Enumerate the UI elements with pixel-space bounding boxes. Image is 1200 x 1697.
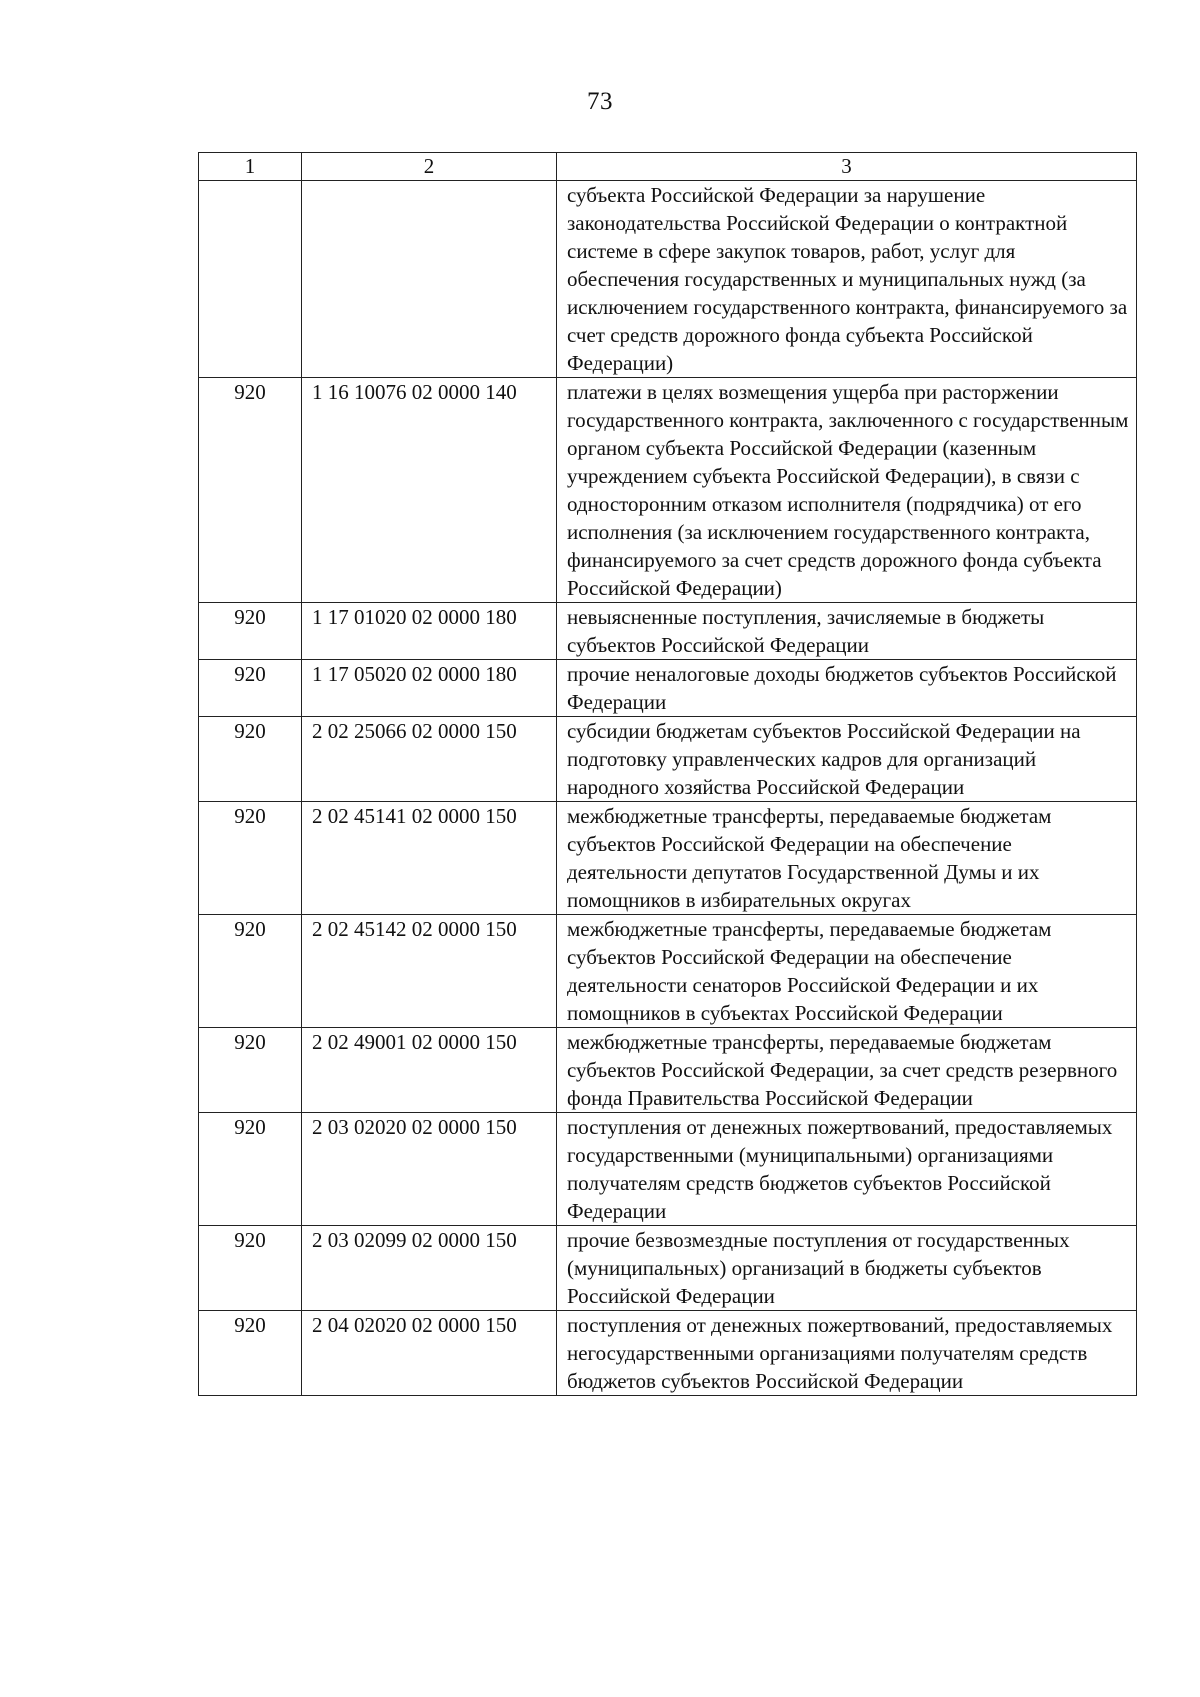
- table-row: [199, 1311, 1137, 1396]
- description-cell: субъекта Российской Федерации за нарушение законодательства Российской Федерации о контрактной системе в сфере закупок товаров, работ, услуг для обеспечения государственных и муниципальных нужд (за исключением государственного контракта, финансируемого за счет средств дорожного фонда субъекта Российской Федерации): [557, 181, 1137, 378]
- table-row: [199, 1028, 1137, 1113]
- admin-code-cell: 920: [199, 915, 302, 1028]
- column-header-2: 2: [302, 153, 557, 181]
- description-cell: платежи в целях возмещения ущерба при расторжении государственного контракта, заключенного с государственным органом субъекта Российской Федерации (казенным учреждением субъекта Российской Федерации), в связи с односторонним отказом исполнителя (подрядчика) от его исполнения (за исключением государственного контракта, финансируемого за счет средств дорожного фонда субъекта Российской Федерации): [557, 378, 1137, 603]
- budget-code-cell: 1 16 10076 02 0000 140: [302, 378, 557, 603]
- page-number: 73: [587, 88, 613, 115]
- admin-code-cell: 920: [199, 1028, 302, 1113]
- description-cell: межбюджетные трансферты, передаваемые бюджетам субъектов Российской Федерации на обеспечение деятельности сенаторов Российской Федерации и их помощников в субъектах Российской Федерации: [557, 915, 1137, 1028]
- budget-code-cell: 2 02 45142 02 0000 150: [302, 915, 557, 1028]
- table-row: [199, 717, 1137, 802]
- admin-code-cell: [199, 181, 302, 378]
- description-cell: межбюджетные трансферты, передаваемые бюджетам субъектов Российской Федерации, за счет средств резервного фонда Правительства Российской Федерации: [557, 1028, 1137, 1113]
- table-row: [199, 660, 1137, 717]
- budget-code-cell: 2 02 25066 02 0000 150: [302, 717, 557, 802]
- budget-code-cell: 2 02 49001 02 0000 150: [302, 1028, 557, 1113]
- admin-code-cell: 920: [199, 378, 302, 603]
- admin-code-cell: 920: [199, 1311, 302, 1396]
- admin-code-cell: 920: [199, 1113, 302, 1226]
- description-cell: межбюджетные трансферты, передаваемые бюджетам субъектов Российской Федерации на обеспечение деятельности депутатов Государственной Думы и их помощников в избирательных округах: [557, 802, 1137, 915]
- budget-code-cell: 1 17 01020 02 0000 180: [302, 603, 557, 660]
- description-cell: поступления от денежных пожертвований, предоставляемых негосударственными организациями получателям средств бюджетов субъектов Российской Федерации: [557, 1311, 1137, 1396]
- admin-code-cell: 920: [199, 717, 302, 802]
- admin-code-cell: 920: [199, 1226, 302, 1311]
- column-header-3: 3: [557, 153, 1137, 181]
- description-cell: субсидии бюджетам субъектов Российской Федерации на подготовку управленческих кадров для организаций народного хозяйства Российской Федерации: [557, 717, 1137, 802]
- table-row: [199, 915, 1137, 1028]
- table-row: [199, 603, 1137, 660]
- budget-code-cell: 2 02 45141 02 0000 150: [302, 802, 557, 915]
- column-header-1: 1: [199, 153, 302, 181]
- admin-code-cell: 920: [199, 660, 302, 717]
- budget-code-cell: [302, 181, 557, 378]
- table-row: [199, 181, 1137, 378]
- table-header-row: [199, 153, 1137, 181]
- admin-code-cell: 920: [199, 603, 302, 660]
- description-cell: невыясненные поступления, зачисляемые в бюджеты субъектов Российской Федерации: [557, 603, 1137, 660]
- table-row: [199, 802, 1137, 915]
- description-cell: прочие неналоговые доходы бюджетов субъектов Российской Федерации: [557, 660, 1137, 717]
- table-row: [199, 1226, 1137, 1311]
- description-cell: поступления от денежных пожертвований, предоставляемых государственными (муниципальными) организациями получателям средств бюджетов субъектов Российской Федерации: [557, 1113, 1137, 1226]
- description-cell: прочие безвозмездные поступления от государственных (муниципальных) организаций в бюджеты субъектов Российской Федерации: [557, 1226, 1137, 1311]
- table-row: [199, 378, 1137, 603]
- admin-code-cell: 920: [199, 802, 302, 915]
- budget-code-table: [198, 152, 1137, 1396]
- budget-code-cell: 1 17 05020 02 0000 180: [302, 660, 557, 717]
- budget-code-cell: 2 03 02020 02 0000 150: [302, 1113, 557, 1226]
- budget-code-cell: 2 04 02020 02 0000 150: [302, 1311, 557, 1396]
- budget-code-cell: 2 03 02099 02 0000 150: [302, 1226, 557, 1311]
- table-row: [199, 1113, 1137, 1226]
